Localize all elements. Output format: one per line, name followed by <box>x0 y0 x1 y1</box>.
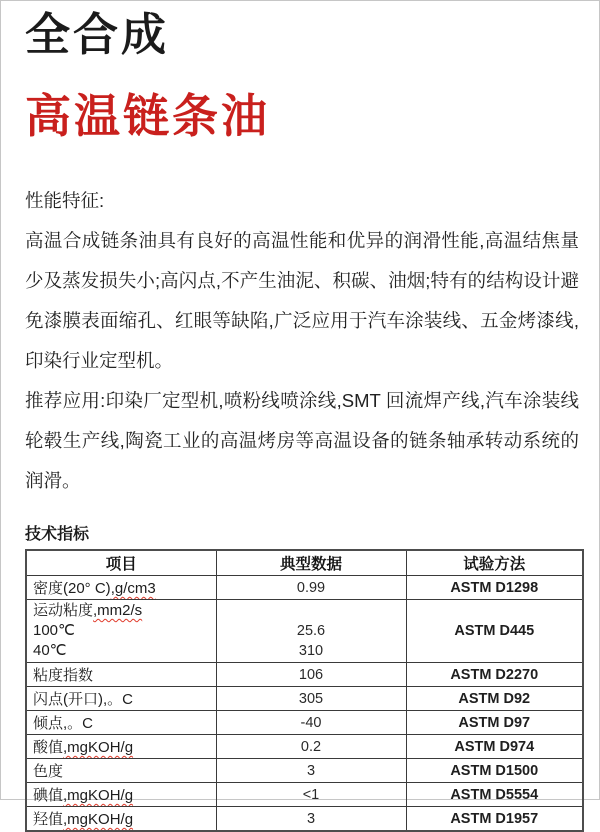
spec-item-cell: 粘度指数 <box>26 663 216 687</box>
document-page <box>1 1 599 832</box>
spec-method-cell: ASTM D1298 <box>406 576 583 600</box>
features-paragraph: 高温合成链条油具有良好的高温性能和优异的润滑性能,高温结焦量少及蒸发损失小;高闪点,不产生油泥、积碳、油烟;特有的结构设计避免漆膜表面缩孔、红眼等缺陷,广泛应用于汽车涂装线、五金烤漆线,印染行业定型机。 <box>25 230 579 371</box>
specs-table <box>25 549 584 832</box>
spec-item-cell <box>26 600 216 663</box>
applications-paragraph: 推荐应用:印染厂定型机,喷粉线喷涂线,SMT 回流焊产线,汽车涂装线轮毂生产线,陶瓷工业的高温烤房等高温设备的链条轴承转动系统的润滑。 <box>25 390 579 491</box>
spec-value-cell: 3 <box>216 807 406 832</box>
spec-value-100c: 25.6 <box>296 623 326 639</box>
table-row-hydroxyl-value <box>26 807 583 832</box>
spec-method-cell: ASTM D92 <box>406 687 583 711</box>
table-row-pour-point <box>26 711 583 735</box>
spec-item-text: 碘值 <box>33 787 64 804</box>
spec-item-label: 运动粘度 <box>33 602 94 619</box>
spec-item-cell <box>26 783 216 807</box>
spec-method-cell: ASTM D97 <box>406 711 583 735</box>
specs-header-row <box>26 550 583 576</box>
spec-method-cell: ASTM D2270 <box>406 663 583 687</box>
spec-item-text: 密度(20° C) <box>33 580 111 597</box>
spec-method-cell: ASTM D1957 <box>406 807 583 832</box>
table-row-viscosity-index <box>26 663 583 687</box>
spec-method-cell: ASTM D5554 <box>406 783 583 807</box>
spec-subitem-100c: 100℃ <box>33 622 75 639</box>
spec-item-cell: 色度 <box>26 759 216 783</box>
table-row-color <box>26 759 583 783</box>
spec-item-cell: 闪点(开口),。C <box>26 687 216 711</box>
spec-value-cell: 0.2 <box>216 735 406 759</box>
spec-value-cell: 305 <box>216 687 406 711</box>
spec-item-text: 羟值 <box>33 811 64 828</box>
spec-value-cell: -40 <box>216 711 406 735</box>
spec-method-cell: ASTM D445 <box>406 600 583 663</box>
spec-method-cell: ASTM D1500 <box>406 759 583 783</box>
spec-value-cell <box>216 600 406 663</box>
table-row-acid-value <box>26 735 583 759</box>
spec-item-unit: ,mm2/s <box>93 602 143 619</box>
spec-item-unit: ,g/cm3 <box>110 580 156 597</box>
features-heading: 性能特征: <box>25 190 105 211</box>
spec-item-unit: ,mgKOH/g <box>63 811 134 828</box>
spec-value-cell: 0.99 <box>216 576 406 600</box>
table-row-flash-point <box>26 687 583 711</box>
spec-item-text: 酸值 <box>33 739 64 756</box>
table-row-iodine-value <box>26 783 583 807</box>
spec-col-header-method: 试验方法 <box>406 550 583 576</box>
table-row-viscosity <box>26 600 583 663</box>
spec-value-cell: <1 <box>216 783 406 807</box>
spec-value-cell: 106 <box>216 663 406 687</box>
spec-item-text <box>33 601 210 621</box>
spec-item-cell <box>26 576 216 600</box>
spec-item-unit: ,mgKOH/g <box>63 787 134 804</box>
product-type-title: 全合成 <box>25 9 170 60</box>
spec-item-cell <box>26 807 216 832</box>
spec-value-cell: 3 <box>216 759 406 783</box>
body-text-block <box>25 181 579 501</box>
spec-value-blank <box>223 601 400 621</box>
spec-item-cell <box>26 735 216 759</box>
spec-col-header-item: 项目 <box>26 550 216 576</box>
spec-value-40c: 310 <box>298 643 324 659</box>
spec-subitem-40c: 40℃ <box>33 642 67 659</box>
spec-item-unit: ,mgKOH/g <box>63 739 134 756</box>
table-row-density <box>26 576 583 600</box>
spec-col-header-value: 典型数据 <box>216 550 406 576</box>
spec-method-cell: ASTM D974 <box>406 735 583 759</box>
specs-caption: 技术指标 <box>25 526 90 543</box>
spec-item-cell: 倾点,。C <box>26 711 216 735</box>
product-name-title: 高温链条油 <box>25 90 270 142</box>
